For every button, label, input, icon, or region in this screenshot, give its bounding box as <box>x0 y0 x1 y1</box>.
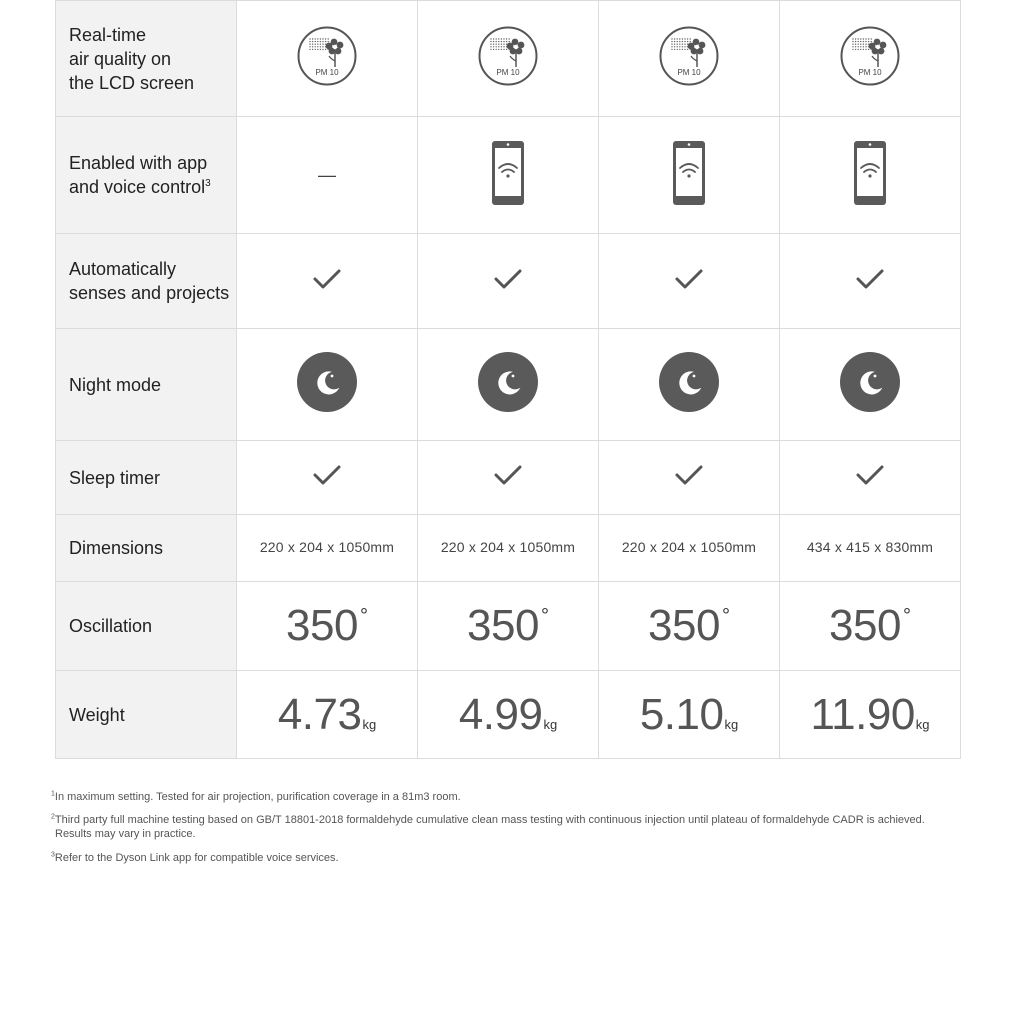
table-cell <box>780 515 961 582</box>
footnote <box>51 790 971 804</box>
row-label-text: Oscillation <box>69 616 153 636</box>
degree-unit: ° <box>721 605 730 627</box>
check-icon <box>674 463 704 487</box>
phone-wifi-icon <box>491 140 525 206</box>
table-row <box>56 515 961 582</box>
moon-icon <box>296 351 358 413</box>
table-row <box>56 671 961 759</box>
oscillation-value: 350 <box>829 601 901 650</box>
table-cell <box>780 329 961 441</box>
footnote-number: 3 <box>51 851 55 859</box>
moon-icon <box>658 351 720 413</box>
check-icon <box>855 463 885 487</box>
table-cell <box>599 329 780 441</box>
check-icon <box>855 267 885 291</box>
table-cell <box>237 582 418 671</box>
check-icon <box>493 267 523 291</box>
table-cell <box>237 671 418 759</box>
row-label <box>56 1 237 117</box>
table-cell <box>599 1 780 117</box>
phone-wifi-icon <box>672 140 706 206</box>
row-label <box>56 441 237 515</box>
footnote-number: 2 <box>51 813 55 821</box>
degree-unit: ° <box>902 605 911 627</box>
footnote-text: Third party full machine testing based on GB/T 18801-2018 formaldehyde cumulative clean mass testing with continuous injection until plateau of formaldehyde CADR is achieved. <box>54 814 925 826</box>
footnote <box>51 851 971 865</box>
weight-value: 4.99 <box>458 689 543 739</box>
table-cell <box>780 582 961 671</box>
degree-unit: ° <box>359 605 368 627</box>
pm10-air-quality-icon <box>296 25 358 87</box>
row-label <box>56 234 237 329</box>
row-label-text: Real-time air quality on the LCD screen <box>69 24 195 93</box>
footnote <box>51 813 971 841</box>
table-row <box>56 234 961 329</box>
row-label-text: Sleep timer <box>69 467 161 488</box>
table-cell <box>780 671 961 759</box>
table-row <box>56 582 961 671</box>
table-cell <box>237 117 418 234</box>
table-cell <box>237 1 418 117</box>
footnote-text-cont: Results may vary in practice. <box>55 828 196 840</box>
row-label <box>56 117 237 234</box>
row-label-text: Automatically senses and projects <box>69 259 230 303</box>
svg-text:PM 10: PM 10 <box>496 68 520 77</box>
table-cell <box>418 234 599 329</box>
dimensions-value: 220 x 204 x 1050mm <box>440 539 576 555</box>
table-cell <box>599 515 780 582</box>
table-cell <box>237 329 418 441</box>
footnote-ref: 3 <box>205 178 211 189</box>
table-row <box>56 117 961 234</box>
check-icon <box>312 267 342 291</box>
row-label-text: Night mode <box>69 374 162 395</box>
phone-wifi-icon <box>853 140 887 206</box>
pm10-air-quality-icon <box>658 25 720 87</box>
oscillation-value: 350 <box>286 601 358 650</box>
table-cell <box>418 582 599 671</box>
svg-text:PM 10: PM 10 <box>677 68 701 77</box>
row-label <box>56 671 237 759</box>
table-cell <box>780 117 961 234</box>
row-label <box>56 329 237 441</box>
check-icon <box>493 463 523 487</box>
weight-unit: kg <box>915 716 930 732</box>
svg-text:PM 10: PM 10 <box>315 68 339 77</box>
table-cell <box>599 671 780 759</box>
table-cell <box>599 234 780 329</box>
row-label-text: Enabled with app and voice control <box>69 153 208 197</box>
weight-unit: kg <box>543 716 558 732</box>
weight-unit: kg <box>362 716 377 732</box>
dimensions-value: 434 x 415 x 830mm <box>806 539 934 555</box>
table-cell <box>237 234 418 329</box>
pm10-air-quality-icon <box>477 25 539 87</box>
table-cell <box>418 117 599 234</box>
row-label-text: Dimensions <box>69 538 164 558</box>
table-cell <box>780 1 961 117</box>
check-icon <box>312 463 342 487</box>
pm10-air-quality-icon <box>839 25 901 87</box>
not-available-dash: — <box>318 164 336 185</box>
table-cell <box>418 441 599 515</box>
footnote-text: In maximum setting. Tested for air projection, purification coverage in a 81m3 room. <box>54 791 461 803</box>
table-cell <box>599 582 780 671</box>
footnote-text: Refer to the Dyson Link app for compatible voice services. <box>54 852 339 864</box>
table-row <box>56 329 961 441</box>
table-cell <box>237 515 418 582</box>
table-row <box>56 441 961 515</box>
moon-icon <box>839 351 901 413</box>
table-cell <box>418 329 599 441</box>
dimensions-value: 220 x 204 x 1050mm <box>259 539 395 555</box>
table-cell <box>599 117 780 234</box>
table-cell <box>237 441 418 515</box>
table-cell <box>780 234 961 329</box>
comparison-table <box>55 0 961 759</box>
weight-value: 5.10 <box>639 689 724 739</box>
oscillation-value: 350 <box>648 601 720 650</box>
degree-unit: ° <box>540 605 549 627</box>
row-label <box>56 582 237 671</box>
row-label <box>56 515 237 582</box>
check-icon <box>674 267 704 291</box>
moon-icon <box>477 351 539 413</box>
weight-unit: kg <box>724 716 739 732</box>
table-cell <box>418 515 599 582</box>
table-cell <box>418 671 599 759</box>
weight-value: 11.90 <box>810 689 915 739</box>
row-label-text: Weight <box>69 704 125 725</box>
table-row <box>56 1 961 117</box>
table-cell <box>418 1 599 117</box>
footnote-number: 1 <box>51 790 55 798</box>
weight-value: 4.73 <box>277 689 362 739</box>
dimensions-value: 220 x 204 x 1050mm <box>621 539 757 555</box>
oscillation-value: 350 <box>467 601 539 650</box>
table-cell <box>780 441 961 515</box>
table-cell <box>599 441 780 515</box>
svg-text:PM 10: PM 10 <box>858 68 882 77</box>
